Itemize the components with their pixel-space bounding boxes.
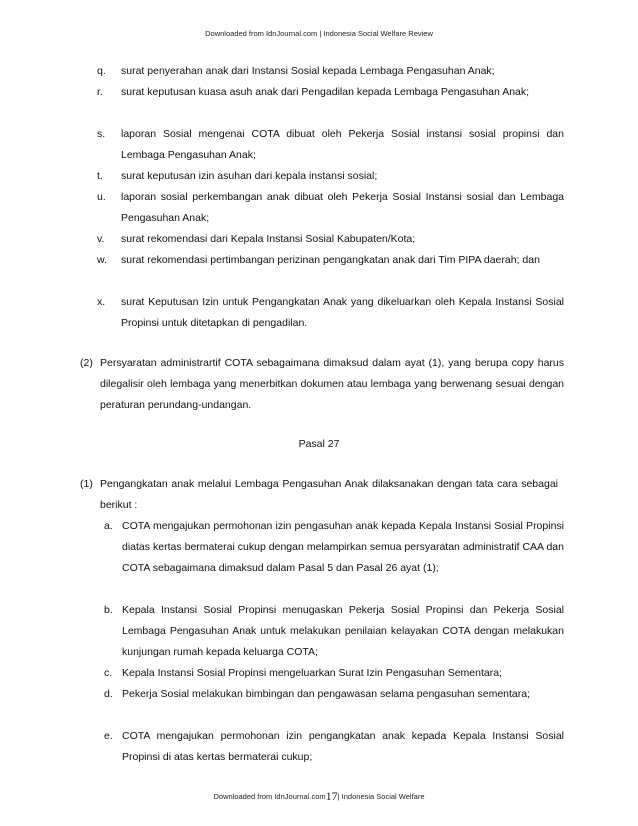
list-label: s. [97,128,106,140]
footer-journal: | Indonesia Social Welfare [337,792,425,801]
list-text: laporan Sosial mengenai COTA dibuat oleh Pekerja Sosial instansi sosial propinsi dan Lembaga Pengasuhan Anak; [121,128,564,161]
list-label: d. [104,688,113,700]
list-label: q. [97,65,106,77]
section-title: Pasal 27 [298,438,340,450]
list-label: a. [104,520,113,532]
list-label: v. [97,233,105,245]
page-footer [0,789,638,804]
page-header: Downloaded from IdnJournal.com | Indonesia Social Welfare Review [205,29,433,38]
list-text: laporan sosial perkembangan anak dibuat oleh Pekerja Sosial Instansi sosial dan Lembaga Pengasuhan Anak; [121,191,564,224]
list-label: r. [97,86,103,98]
list-text: surat keputusan izin asuhan dari kepala instansi sosial; [121,170,378,182]
list-text: surat rekomendasi pertimbangan perizinan pengangkatan anak dari Tim PIPA daerah; dan [121,254,540,266]
list-label: b. [104,604,113,616]
list-text: surat rekomendasi dari Kepala Instansi Sosial Kabupaten/Kota; [121,233,416,245]
list-text: Kepala Instansi Sosial Propinsi mengeluarkan Surat Izin Pengasuhan Sementara; [122,667,502,679]
paragraph-number: (2) [80,357,93,369]
paragraph-number: (1) [80,478,93,490]
list-text: Kepala Instansi Sosial Propinsi menugaskan Pekerja Sosial Propinsi dan Pekerja Sosial Lembaga Pengasuhan Anak untuk melakukan penilaian kelayakan COTA dengan melakukan kunjungan rumah kepada keluarga COTA; [122,604,564,658]
list-label: u. [97,191,106,203]
list-text: surat penyerahan anak dari Instansi Sosial kepada Lembaga Pengasuhan Anak; [121,65,495,77]
list-label: c. [104,667,113,679]
list-text: surat Keputusan Izin untuk Pengangkatan Anak yang dikeluarkan oleh Kepala Instansi Sosial Propinsi untuk ditetapkan di pengadilan. [121,296,564,329]
list-text: surat keputusan kuasa asuh anak dari Pengadilan kepada Lembaga Pengasuhan Anak; [121,86,530,98]
list-text: Pekerja Sosial melakukan bimbingan dan pengawasan selama pengasuhan sementara; [122,688,531,700]
paragraph-text: Persyaratan administrartif COTA sebagaimana dimaksud dalam ayat (1), yang berupa copy harus dilegalisir oleh lembaga yang menerbitkan dokumen atau lembaga yang berwenang sesuai dengan peraturan perundang-undangan. [100,357,564,411]
list-text: COTA mengajukan permohonan izin pengasuhan anak kepada Kepala Instansi Sosial Propinsi diatas kertas bermaterai cukup dengan melampirkan semua persyaratan administratif CAA dan COTA sebagaimana dimaksud dalam Pasal 5 dan Pasal 26 ayat (1); [122,520,564,574]
list-label: x. [97,296,106,308]
list-label: e. [104,730,113,742]
list-label: w. [97,254,107,266]
paragraph-text: Pengangkatan anak melalui Lembaga Pengasuhan Anak dilaksanakan dengan tata cara sebagai berikut : [100,478,558,511]
page-number: 17 [325,789,338,803]
list-label: t. [97,170,103,182]
list-text: COTA mengajukan permohonan izin pengangkatan anak kepada Kepala Instansi Sosial Propinsi di atas kertas bermaterai cukup; [122,730,564,763]
footer-source: Downloaded from IdnJournal.com [213,792,326,801]
